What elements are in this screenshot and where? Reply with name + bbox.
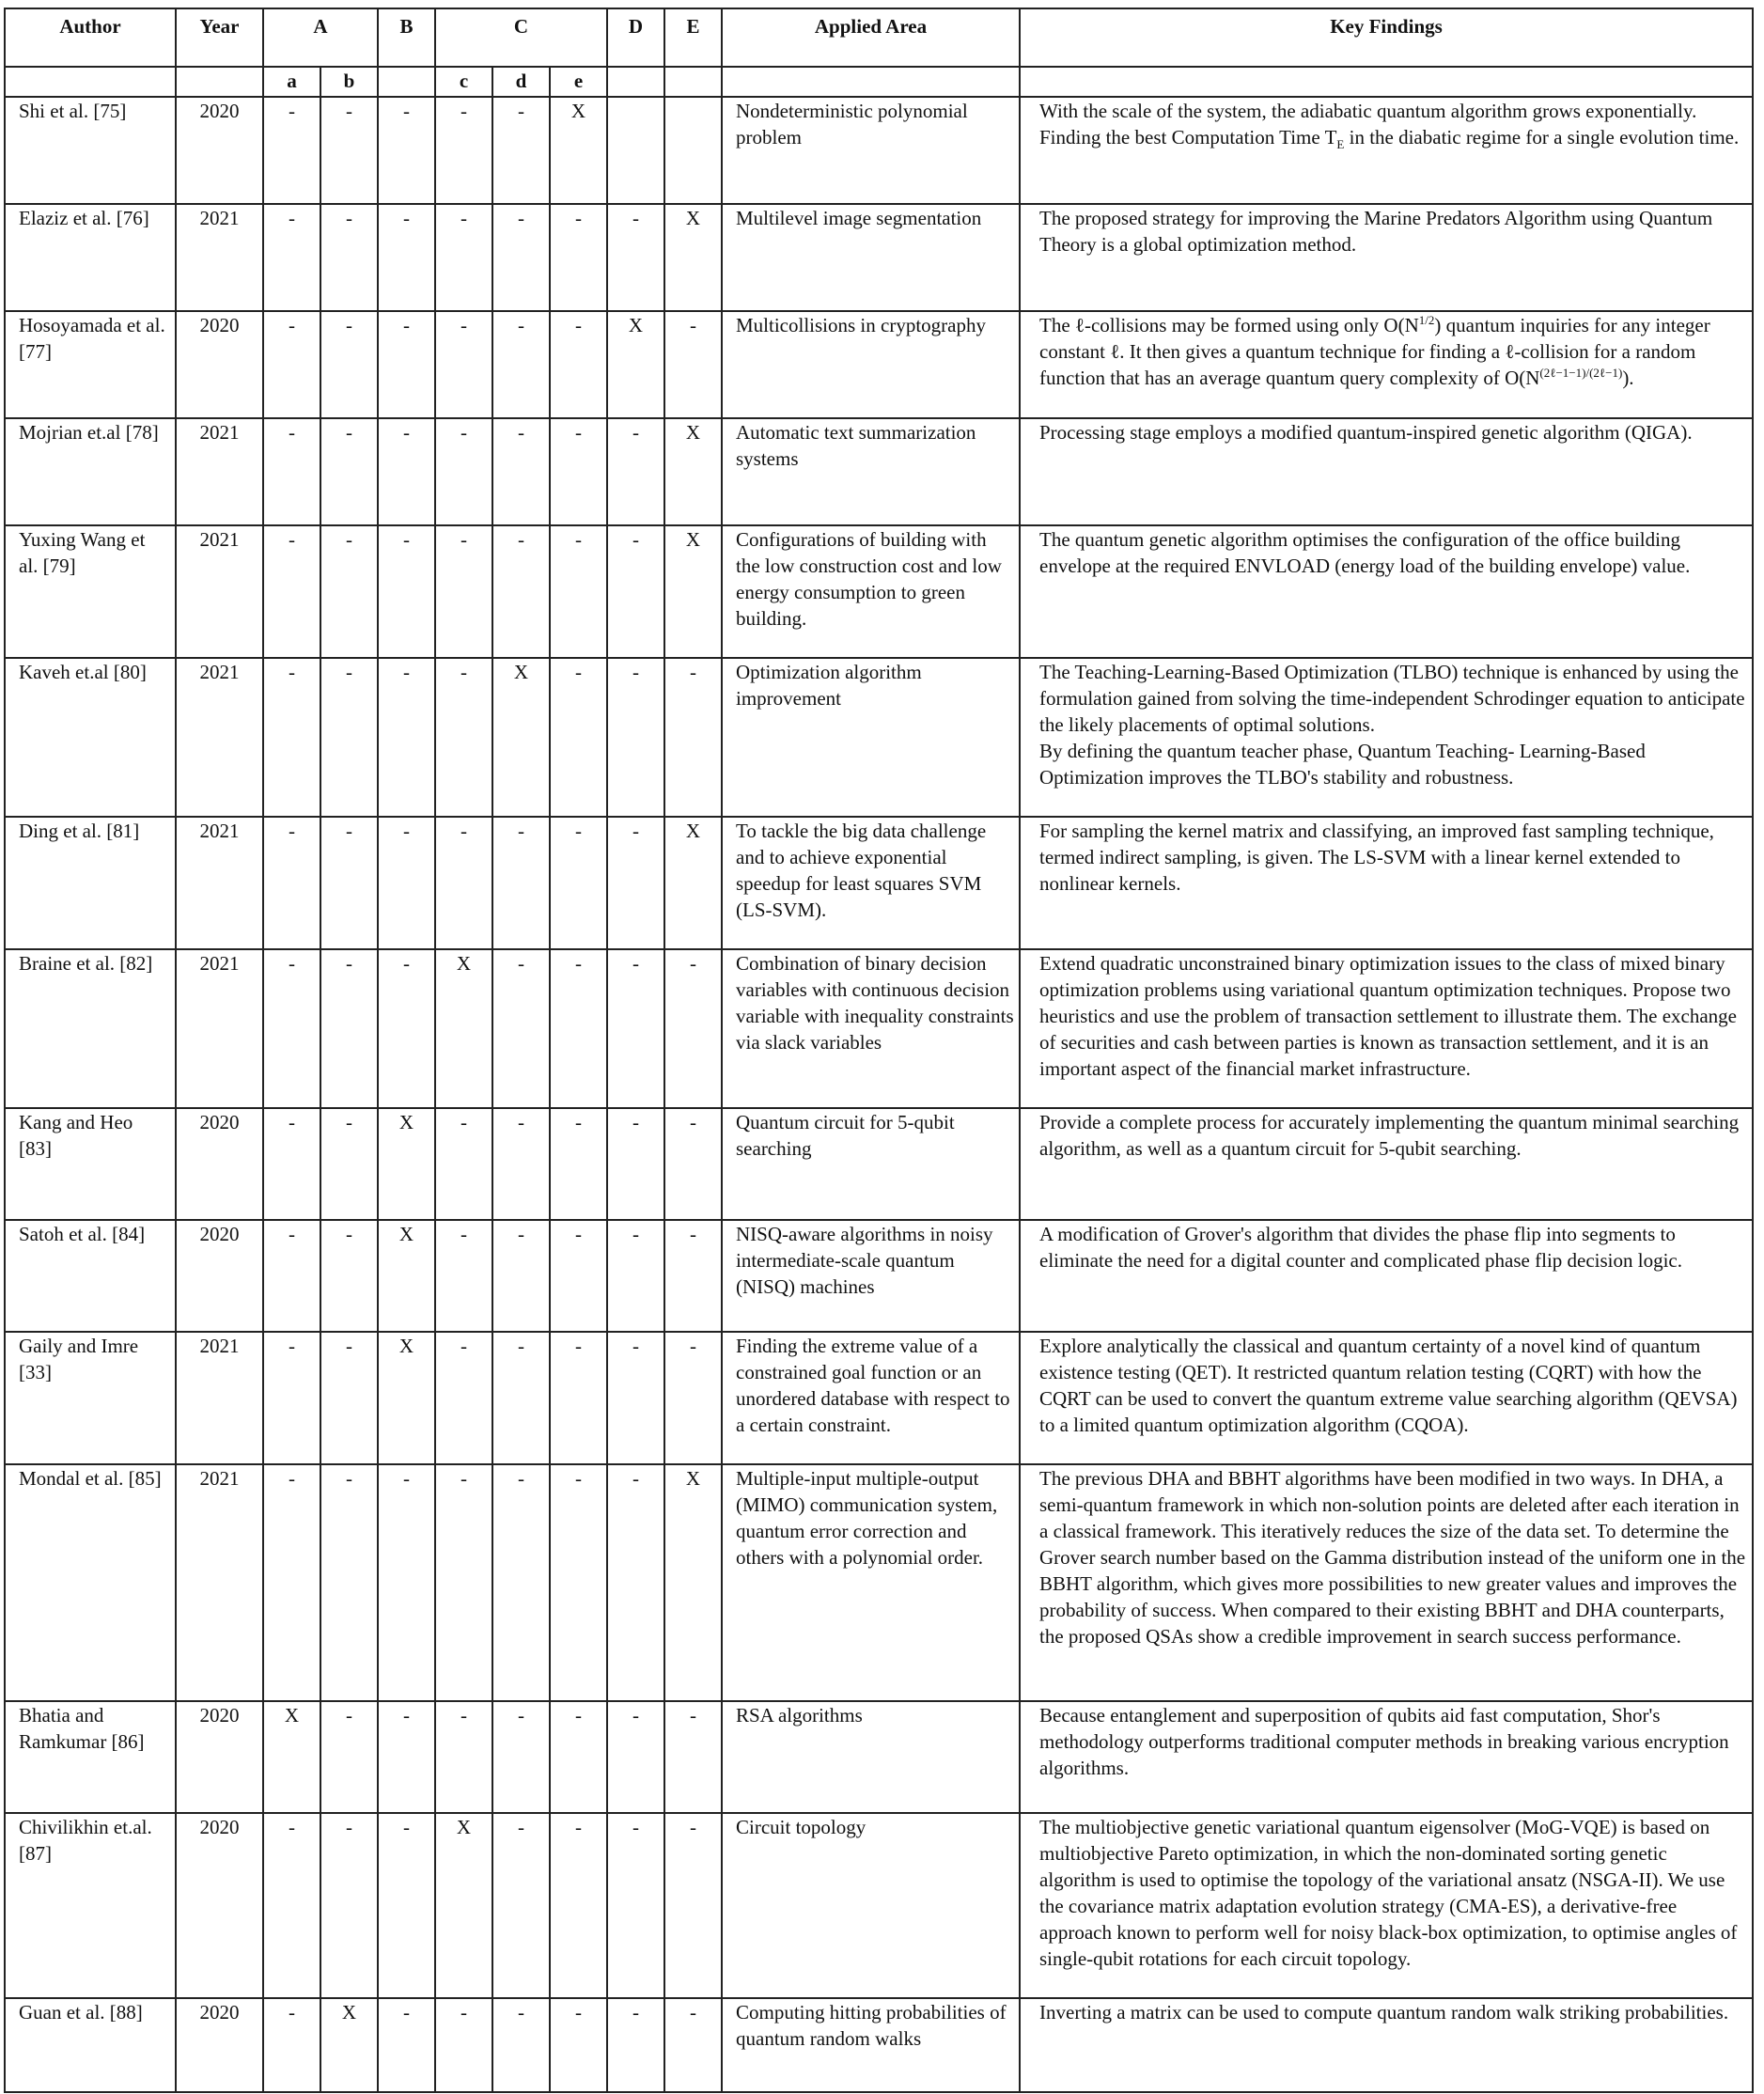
author-cell: Ding et al. [81] xyxy=(5,817,176,949)
findings-superscript: (2ℓ−1−1)/(2ℓ−1) xyxy=(1539,366,1623,380)
mark-cell: - xyxy=(435,1108,492,1220)
mark-cell: - xyxy=(378,949,435,1108)
table-row xyxy=(5,1220,1753,1332)
table-row xyxy=(5,1108,1753,1220)
mark-cell: - xyxy=(320,1108,378,1220)
mark-cell: X xyxy=(607,311,664,418)
mark-cell: - xyxy=(607,525,664,658)
mark-cell: - xyxy=(263,1464,320,1701)
subheader-group-e-blank xyxy=(664,67,722,97)
mark-cell: - xyxy=(550,1220,607,1332)
header-group-a: A xyxy=(263,8,378,67)
mark-cell: - xyxy=(607,658,664,817)
key-findings-cell: The proposed strategy for improving the Marine Predators Algorithm using Quantum Theory is a global optimization method. xyxy=(1020,204,1753,311)
year-cell: 2020 xyxy=(176,1998,263,2092)
findings-text: The ℓ-collisions may be formed using only O(N xyxy=(1039,314,1419,336)
mark-cell: - xyxy=(320,311,378,418)
mark-cell: - xyxy=(263,97,320,204)
mark-cell: - xyxy=(263,311,320,418)
mark-cell: - xyxy=(378,204,435,311)
mark-cell: - xyxy=(664,1332,722,1464)
mark-cell: - xyxy=(320,525,378,658)
applied-area-cell: Automatic text summarization systems xyxy=(722,418,1020,525)
mark-cell: - xyxy=(320,817,378,949)
key-findings-cell: Extend quadratic unconstrained binary optimization issues to the class of mixed binary optimization problems using variational quantum optimization techniques. Propose two heuristics and use the problem of transaction settlement to illustrate them. The exchange of securities and cash between parties is known as transaction settlement, and it is an important aspect of the financial market infrastructure. xyxy=(1020,949,1753,1108)
mark-cell: X xyxy=(378,1332,435,1464)
table-row xyxy=(5,817,1753,949)
key-findings-cell: Explore analytically the classical and quantum certainty of a novel kind of quantum existence testing (QET). It restricted quantum relation testing (CQRT) with how the CQRT can be used to convert the quantum extreme value searching algorithm (QEVSA) to a limited quantum optimization algorithm (CQOA). xyxy=(1020,1332,1753,1464)
mark-cell: - xyxy=(378,1464,435,1701)
mark-cell: X xyxy=(435,949,492,1108)
table-row xyxy=(5,418,1753,525)
key-findings-cell xyxy=(1020,311,1753,418)
mark-cell: - xyxy=(607,1701,664,1813)
mark-cell: - xyxy=(263,949,320,1108)
table-row xyxy=(5,658,1753,817)
mark-cell: - xyxy=(664,1998,722,2092)
year-cell: 2021 xyxy=(176,204,263,311)
mark-cell: - xyxy=(607,949,664,1108)
literature-table xyxy=(4,8,1754,2093)
mark-cell: - xyxy=(320,1332,378,1464)
mark-cell: X xyxy=(492,658,550,817)
mark-cell: X xyxy=(320,1998,378,2092)
key-findings-cell: The previous DHA and BBHT algorithms have been modified in two ways. In DHA, a semi-quantum framework in which non-solution points are deleted after each iteration in a classical framework. This iteratively reduces the size of the data set. To determine the Grover search number based on the Gamma distribution instead of the uniform one in the BBHT algorithm, which gives more possibilities to new greater values and improves the probability of success. When compared to their existing BBHT and DHA counterparts, the proposed QSAs show a credible improvement in search success performance. xyxy=(1020,1464,1753,1701)
author-cell: Yuxing Wang et al. [79] xyxy=(5,525,176,658)
mark-cell: - xyxy=(492,1332,550,1464)
mark-cell: - xyxy=(320,1701,378,1813)
mark-cell: - xyxy=(263,418,320,525)
mark-cell: - xyxy=(435,311,492,418)
author-cell: Guan et al. [88] xyxy=(5,1998,176,2092)
mark-cell: - xyxy=(378,97,435,204)
mark-cell: - xyxy=(320,97,378,204)
mark-cell: - xyxy=(435,525,492,658)
mark-cell: - xyxy=(435,658,492,817)
applied-area-cell: NISQ-aware algorithms in noisy intermediate-scale quantum (NISQ) machines xyxy=(722,1220,1020,1332)
subheader-b: b xyxy=(320,67,378,97)
key-findings-cell: The multiobjective genetic variational quantum eigensolver (MoG-VQE) is based on multiobjective Pareto optimization, in which the non-dominated sorting genetic algorithm is used to optimise the topology of the variational ansatz (NSGA-II). We use the covariance matrix adaptation evolution strategy (CMA-ES), a derivative-free approach known to perform well for noisy black-box optimization, to optimise angles of single-qubit rotations for each circuit topology. xyxy=(1020,1813,1753,1998)
mark-cell: - xyxy=(435,1332,492,1464)
mark-cell: - xyxy=(550,311,607,418)
mark-cell: X xyxy=(664,525,722,658)
author-cell: Mojrian et.al [78] xyxy=(5,418,176,525)
mark-cell xyxy=(607,97,664,204)
mark-cell: - xyxy=(664,311,722,418)
subheader-row xyxy=(5,67,1753,97)
author-cell: Kang and Heo [83] xyxy=(5,1108,176,1220)
mark-cell: - xyxy=(607,1813,664,1998)
key-findings-cell: Inverting a matrix can be used to compute quantum random walk striking probabilities. xyxy=(1020,1998,1753,2092)
mark-cell: - xyxy=(492,97,550,204)
mark-cell: - xyxy=(263,1220,320,1332)
mark-cell: - xyxy=(607,817,664,949)
table-row xyxy=(5,204,1753,311)
mark-cell: - xyxy=(607,1998,664,2092)
year-cell: 2021 xyxy=(176,1464,263,1701)
mark-cell: X xyxy=(664,204,722,311)
mark-cell: - xyxy=(263,1108,320,1220)
key-findings-cell: A modification of Grover's algorithm that divides the phase flip into segments to eliminate the need for a digital counter and complicated phase flip decision logic. xyxy=(1020,1220,1753,1332)
mark-cell: - xyxy=(378,1998,435,2092)
subheader-area-blank xyxy=(722,67,1020,97)
subheader-d: d xyxy=(492,67,550,97)
mark-cell: - xyxy=(378,1813,435,1998)
mark-cell: - xyxy=(607,418,664,525)
year-cell: 2020 xyxy=(176,1220,263,1332)
author-cell: Elaziz et al. [76] xyxy=(5,204,176,311)
year-cell: 2020 xyxy=(176,1108,263,1220)
author-cell: Bhatia and Ramkumar [86] xyxy=(5,1701,176,1813)
mark-cell: - xyxy=(550,1998,607,2092)
key-findings-cell: Because entanglement and superposition of qubits aid fast computation, Shor's methodology outperforms traditional computer methods in breaking various encryption algorithms. xyxy=(1020,1701,1753,1813)
mark-cell: - xyxy=(607,204,664,311)
mark-cell: - xyxy=(263,1998,320,2092)
findings-subscript: E xyxy=(1336,137,1345,152)
mark-cell: X xyxy=(435,1813,492,1998)
mark-cell: - xyxy=(550,1701,607,1813)
key-findings-cell xyxy=(1020,97,1753,204)
mark-cell: - xyxy=(263,204,320,311)
mark-cell: X xyxy=(664,817,722,949)
applied-area-cell: Combination of binary decision variables with continuous decision variable with inequality constraints via slack variables xyxy=(722,949,1020,1108)
mark-cell: - xyxy=(320,1813,378,1998)
mark-cell: - xyxy=(378,311,435,418)
mark-cell: - xyxy=(492,1220,550,1332)
year-cell: 2021 xyxy=(176,658,263,817)
applied-area-cell: Circuit topology xyxy=(722,1813,1020,1998)
mark-cell: - xyxy=(664,1108,722,1220)
header-applied-area: Applied Area xyxy=(722,8,1020,67)
mark-cell: - xyxy=(320,1220,378,1332)
findings-text: ). xyxy=(1622,367,1634,389)
mark-cell: - xyxy=(607,1220,664,1332)
mark-cell: - xyxy=(435,1464,492,1701)
mark-cell: - xyxy=(378,525,435,658)
findings-paragraph: By defining the quantum teacher phase, Quantum Teaching- Learning-Based Optimization improves the TLBO's stability and robustness. xyxy=(1039,740,1646,789)
mark-cell: - xyxy=(550,949,607,1108)
mark-cell: X xyxy=(664,1464,722,1701)
mark-cell: - xyxy=(550,1108,607,1220)
header-group-d: D xyxy=(607,8,664,67)
key-findings-cell xyxy=(1020,658,1753,817)
mark-cell: - xyxy=(435,418,492,525)
mark-cell: X xyxy=(378,1220,435,1332)
mark-cell: X xyxy=(664,418,722,525)
mark-cell: - xyxy=(263,1332,320,1464)
table-row xyxy=(5,1332,1753,1464)
author-cell: Satoh et al. [84] xyxy=(5,1220,176,1332)
key-findings-cell: The quantum genetic algorithm optimises the configuration of the office building envelope at the required ENVLOAD (energy load of the building envelope) value. xyxy=(1020,525,1753,658)
header-group-e: E xyxy=(664,8,722,67)
applied-area-cell: Nondeterministic polynomial problem xyxy=(722,97,1020,204)
year-cell: 2021 xyxy=(176,418,263,525)
applied-area-cell: Multicollisions in cryptography xyxy=(722,311,1020,418)
author-cell: Shi et al. [75] xyxy=(5,97,176,204)
year-cell: 2020 xyxy=(176,97,263,204)
mark-cell: - xyxy=(550,1332,607,1464)
mark-cell: X xyxy=(263,1701,320,1813)
mark-cell: - xyxy=(550,204,607,311)
subheader-group-d-blank xyxy=(607,67,664,97)
mark-cell: X xyxy=(378,1108,435,1220)
author-cell: Braine et al. [82] xyxy=(5,949,176,1108)
mark-cell: - xyxy=(320,418,378,525)
mark-cell: - xyxy=(378,817,435,949)
mark-cell: - xyxy=(492,525,550,658)
year-cell: 2020 xyxy=(176,311,263,418)
header-row xyxy=(5,8,1753,67)
mark-cell: - xyxy=(320,949,378,1108)
mark-cell: - xyxy=(263,1813,320,1998)
mark-cell: - xyxy=(492,817,550,949)
author-cell: Chivilikhin et.al. [87] xyxy=(5,1813,176,1998)
year-cell: 2021 xyxy=(176,949,263,1108)
mark-cell: - xyxy=(550,525,607,658)
table-row xyxy=(5,949,1753,1108)
mark-cell: - xyxy=(263,658,320,817)
header-group-c: C xyxy=(435,8,607,67)
subheader-c: c xyxy=(435,67,492,97)
subheader-author-blank xyxy=(5,67,176,97)
applied-area-cell: Configurations of building with the low construction cost and low energy consumption to green building. xyxy=(722,525,1020,658)
mark-cell: - xyxy=(550,817,607,949)
applied-area-cell: Multiple-input multiple-output (MIMO) communication system, quantum error correction and others with a polynomial order. xyxy=(722,1464,1020,1701)
author-cell: Gaily and Imre [33] xyxy=(5,1332,176,1464)
mark-cell: - xyxy=(607,1464,664,1701)
mark-cell: - xyxy=(492,311,550,418)
applied-area-cell: Multilevel image segmentation xyxy=(722,204,1020,311)
header-group-b: B xyxy=(378,8,435,67)
subheader-group-b-blank xyxy=(378,67,435,97)
findings-text: ) quantum inquiries for any integer constant ℓ. It then gives a quantum technique for finding a ℓ-collision for a random function that has an average quantum query complexity of O(N xyxy=(1039,314,1710,389)
author-cell: Mondal et al. [85] xyxy=(5,1464,176,1701)
mark-cell: - xyxy=(664,658,722,817)
mark-cell: - xyxy=(263,525,320,658)
table-row xyxy=(5,311,1753,418)
table-row xyxy=(5,525,1753,658)
mark-cell: - xyxy=(435,97,492,204)
mark-cell: X xyxy=(550,97,607,204)
year-cell: 2020 xyxy=(176,1701,263,1813)
mark-cell: - xyxy=(492,1464,550,1701)
mark-cell: - xyxy=(492,418,550,525)
key-findings-cell: Provide a complete process for accurately implementing the quantum minimal searching algorithm, as well as a quantum circuit for 5-qubit searching. xyxy=(1020,1108,1753,1220)
mark-cell xyxy=(664,97,722,204)
header-key-findings: Key Findings xyxy=(1020,8,1753,67)
key-findings-cell: Processing stage employs a modified quantum-inspired genetic algorithm (QIGA). xyxy=(1020,418,1753,525)
table-row xyxy=(5,1998,1753,2092)
mark-cell: - xyxy=(435,204,492,311)
mark-cell: - xyxy=(550,1464,607,1701)
mark-cell: - xyxy=(607,1332,664,1464)
mark-cell: - xyxy=(435,1998,492,2092)
mark-cell: - xyxy=(550,418,607,525)
mark-cell: - xyxy=(664,1220,722,1332)
table-row xyxy=(5,1813,1753,1998)
mark-cell: - xyxy=(435,1701,492,1813)
findings-text: With the scale of the system, the adiabatic quantum algorithm grows exponentially. Finding the best Computation Time T xyxy=(1039,100,1697,148)
mark-cell: - xyxy=(263,817,320,949)
findings-superscript: 1/2 xyxy=(1418,313,1435,327)
mark-cell: - xyxy=(435,817,492,949)
mark-cell: - xyxy=(320,204,378,311)
header-year: Year xyxy=(176,8,263,67)
mark-cell: - xyxy=(550,1813,607,1998)
mark-cell: - xyxy=(492,1813,550,1998)
year-cell: 2021 xyxy=(176,1332,263,1464)
mark-cell: - xyxy=(492,1701,550,1813)
mark-cell: - xyxy=(492,204,550,311)
author-cell: Hosoyamada et al. [77] xyxy=(5,311,176,418)
findings-paragraph: The Teaching-Learning-Based Optimization (TLBO) technique is enhanced by using the formulation gained from solving the time-independent Schrodinger equation to anticipate the likely placements of optimal solutions. xyxy=(1039,661,1745,736)
mark-cell: - xyxy=(664,1813,722,1998)
subheader-findings-blank xyxy=(1020,67,1753,97)
applied-area-cell: Finding the extreme value of a constrained goal function or an unordered database with respect to a certain constraint. xyxy=(722,1332,1020,1464)
mark-cell: - xyxy=(378,418,435,525)
mark-cell: - xyxy=(664,1701,722,1813)
mark-cell: - xyxy=(664,949,722,1108)
findings-text: in the diabatic regime for a single evolution time. xyxy=(1344,126,1740,148)
mark-cell: - xyxy=(550,658,607,817)
applied-area-cell: To tackle the big data challenge and to achieve exponential speedup for least squares SVM (LS-SVM). xyxy=(722,817,1020,949)
mark-cell: - xyxy=(492,949,550,1108)
key-findings-cell: For sampling the kernel matrix and classifying, an improved fast sampling technique, termed indirect sampling, is given. The LS-SVM with a linear kernel extended to nonlinear kernels. xyxy=(1020,817,1753,949)
mark-cell: - xyxy=(607,1108,664,1220)
year-cell: 2021 xyxy=(176,817,263,949)
mark-cell: - xyxy=(435,1220,492,1332)
applied-area-cell: Quantum circuit for 5-qubit searching xyxy=(722,1108,1020,1220)
table-row xyxy=(5,1464,1753,1701)
author-cell: Kaveh et.al [80] xyxy=(5,658,176,817)
table-row xyxy=(5,97,1753,204)
mark-cell: - xyxy=(492,1108,550,1220)
mark-cell: - xyxy=(492,1998,550,2092)
subheader-e: e xyxy=(550,67,607,97)
applied-area-cell: Computing hitting probabilities of quantum random walks xyxy=(722,1998,1020,2092)
year-cell: 2021 xyxy=(176,525,263,658)
mark-cell: - xyxy=(378,1701,435,1813)
applied-area-cell: RSA algorithms xyxy=(722,1701,1020,1813)
subheader-a: a xyxy=(263,67,320,97)
mark-cell: - xyxy=(378,658,435,817)
header-author: Author xyxy=(5,8,176,67)
applied-area-cell: Optimization algorithm improvement xyxy=(722,658,1020,817)
mark-cell: - xyxy=(320,658,378,817)
year-cell: 2020 xyxy=(176,1813,263,1998)
mark-cell: - xyxy=(320,1464,378,1701)
table-row xyxy=(5,1701,1753,1813)
subheader-year-blank xyxy=(176,67,263,97)
